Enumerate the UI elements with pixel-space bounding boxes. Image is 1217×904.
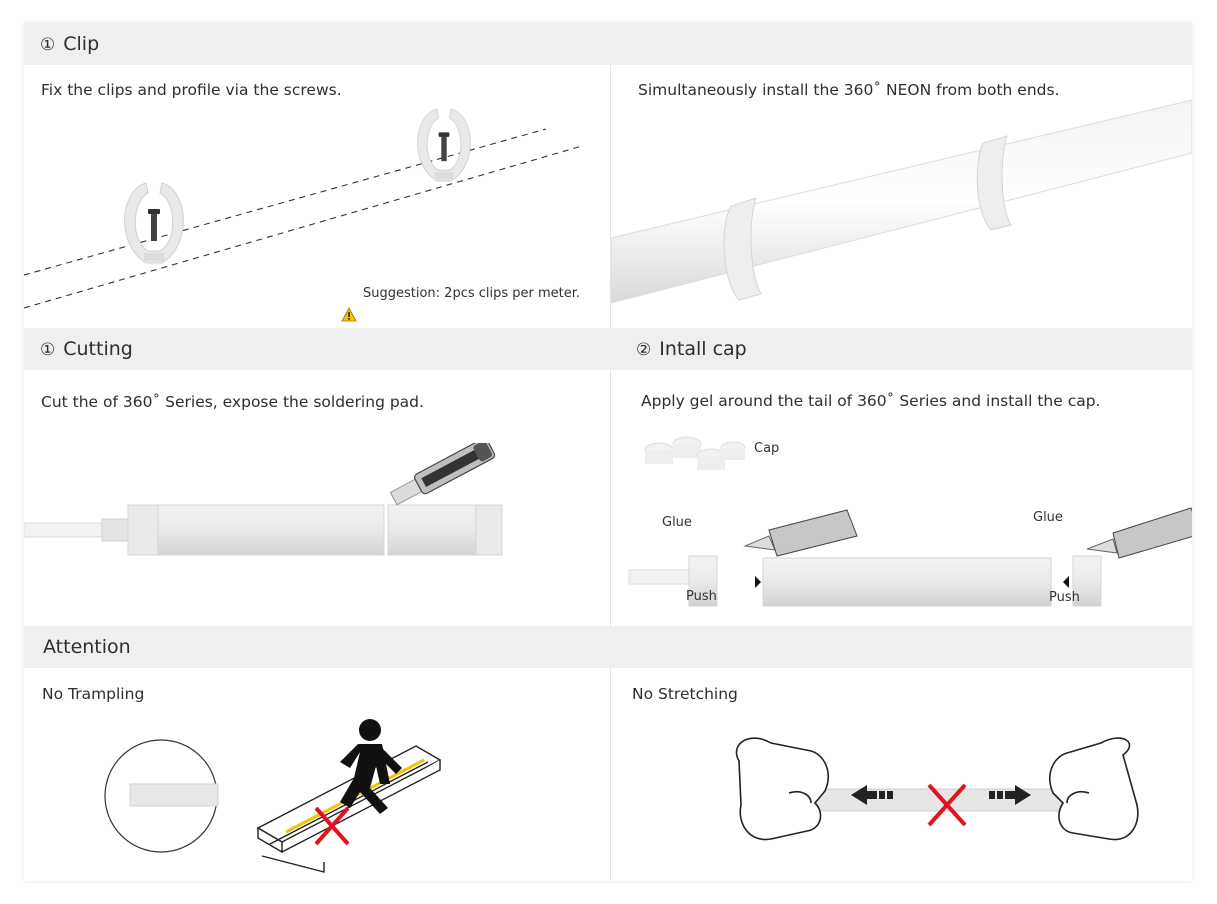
neon-segment xyxy=(763,558,1051,606)
no-stretching-illustration xyxy=(611,693,1192,881)
cutting-instruction-text: Cut the of 360˚ Series, expose the soldering pad. xyxy=(41,393,424,411)
clip-instruction-text: Fix the clips and profile via the screws. xyxy=(41,81,342,99)
no-stretching-text: No Stretching xyxy=(632,685,738,703)
clip-icon xyxy=(125,183,184,263)
cutting-section-title xyxy=(40,338,133,360)
section-title-text: Intall cap xyxy=(659,338,747,360)
install-neon-text: Simultaneously install the 360˚ NEON from both ends. xyxy=(638,81,1060,99)
push-label-left: Push xyxy=(686,589,717,604)
step-number: ① xyxy=(40,35,56,55)
neon-tube xyxy=(611,100,1192,303)
no-trampling-illustration xyxy=(24,688,610,881)
arrow-icon xyxy=(755,576,761,588)
end-cap xyxy=(102,519,130,541)
neon-segment xyxy=(130,784,218,806)
clip-section-title xyxy=(40,33,99,55)
cable xyxy=(24,523,104,537)
clip-section-header xyxy=(24,23,1192,65)
glue-tube-icon xyxy=(1087,508,1192,558)
hand-icon xyxy=(737,738,829,839)
install-cap-text: Apply gel around the tail of 360˚ Series and install the cap. xyxy=(641,392,1101,410)
glue-tube-icon xyxy=(745,510,857,556)
step-number: ② xyxy=(636,340,652,360)
section-title-text: Cutting xyxy=(63,338,133,360)
neon-install-illustration xyxy=(611,88,1192,328)
section-title-text: Clip xyxy=(63,33,100,55)
attention-section-header xyxy=(24,626,1192,668)
installation-guide xyxy=(24,23,1192,881)
glue-label-right: Glue xyxy=(1033,510,1063,525)
warning-icon xyxy=(342,308,356,321)
cutting-illustration xyxy=(24,443,610,603)
profile-line-bottom xyxy=(24,146,582,308)
cutting-cap-section-header xyxy=(24,328,1192,370)
push-label-right: Push xyxy=(1049,590,1080,605)
glue-label-left: Glue xyxy=(662,515,692,530)
person-icon xyxy=(340,719,402,814)
attention-section-title: Attention xyxy=(43,636,131,658)
cap-icon xyxy=(645,437,745,470)
neon-segment xyxy=(128,505,384,555)
hand-icon xyxy=(1050,738,1138,839)
screw-icon xyxy=(439,132,450,161)
cutter-knife-icon xyxy=(388,443,495,508)
no-trampling-text: No Trampling xyxy=(42,685,145,703)
install-cap-section-title xyxy=(636,338,747,360)
suggestion-note: Suggestion: 2pcs clips per meter. xyxy=(363,286,581,301)
step-number: ① xyxy=(40,340,56,360)
arrow-icon xyxy=(1063,576,1069,588)
cap-label: Cap xyxy=(754,441,780,456)
cable xyxy=(629,570,691,584)
clip-icon xyxy=(418,109,471,181)
screw-icon xyxy=(148,209,160,241)
